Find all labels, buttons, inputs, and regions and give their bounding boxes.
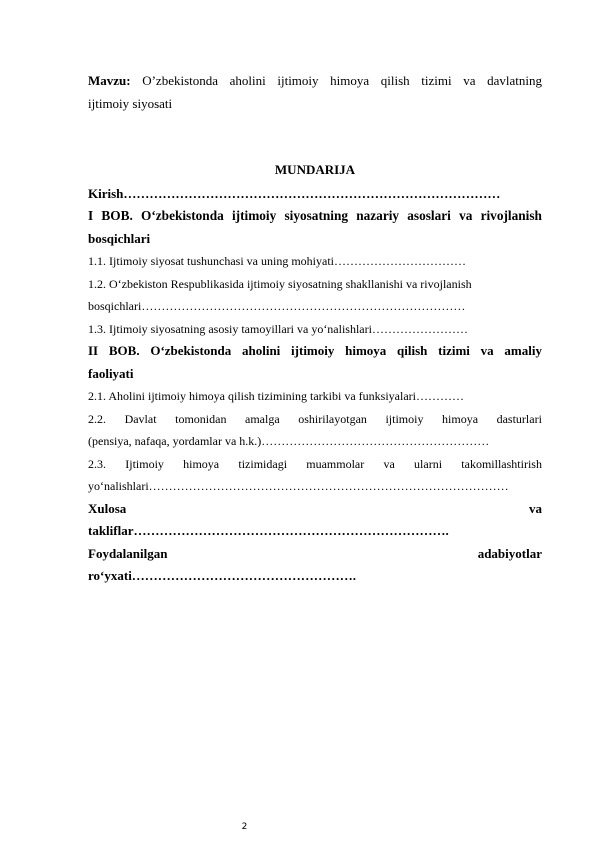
toc-word: muammolar [306, 456, 365, 471]
toc-word: himoya [442, 411, 479, 426]
toc-word: qilish [397, 343, 428, 358]
toc-word: ijtimoiy [291, 343, 335, 358]
topic-word: tizimi [421, 73, 452, 88]
toc-word: Ijtimoiy [125, 456, 164, 471]
toc-word: Foydalanilgan [88, 545, 168, 561]
toc-heading: MUNDARIJA [274, 162, 356, 177]
topic-word: va [463, 73, 476, 88]
toc-word: adabiyotlar [477, 545, 542, 561]
toc-section-1-2: 1.2. O‘zbekiston Respublikasida ijtimoiy siyosatning shakllanishi va rivojlanish [88, 276, 472, 291]
topic-word: aholini [229, 73, 266, 88]
toc-word: va [459, 208, 473, 223]
topic-word: himoya [330, 73, 370, 88]
toc-section-2-3 [88, 453, 542, 476]
toc-word: II [88, 343, 99, 358]
toc-word: asoslari [407, 208, 451, 223]
toc-word: aholini [242, 343, 281, 358]
toc-word: Davlat [124, 411, 157, 426]
toc-word: O‘zbekistonda [141, 208, 224, 223]
toc-section-2-2 [88, 408, 542, 431]
toc-section-2-2-cont: (pensiya, nafaqa, yordamlar va h.k.)………………………………………………… [88, 434, 490, 448]
toc-chapter-2 [88, 340, 542, 363]
toc-word: va [383, 456, 395, 471]
toc-conclusion [88, 498, 542, 521]
toc-conclusion-cont: takliflar………………………………………………………………. [88, 523, 449, 538]
toc-section-2-1: 2.1. Aholini ijtimoiy himoya qilish tizimining tarkibi va funksiyalari………… [88, 389, 464, 403]
toc-word: tizimidagi [238, 456, 288, 471]
document-page [88, 70, 542, 588]
toc-intro: Kirish…………………………………………………………………………… [88, 185, 501, 201]
topic-label: Mavzu: [88, 73, 131, 88]
toc-word: rivojlanish [480, 208, 542, 223]
topic-word: ijtimoiy [277, 73, 319, 88]
topic-line-1 [88, 70, 542, 93]
toc-word: siyosatning [284, 208, 349, 223]
toc-word: O‘zbekistonda [150, 343, 232, 358]
toc-word: takomillashtirish [461, 456, 542, 471]
toc-word: ijtimoiy [231, 208, 277, 223]
toc-word: Xulosa [88, 500, 127, 516]
toc-word: BOB. [108, 343, 140, 358]
toc-word: tizimi [438, 343, 470, 358]
page-number: 2 [241, 822, 248, 832]
toc-word: himoya [345, 343, 387, 358]
toc-references [88, 543, 542, 566]
toc-word: tomonidan [175, 411, 227, 426]
toc-word: amaliy [504, 343, 542, 358]
toc-word: BOB. [101, 208, 133, 223]
toc-word: I [88, 208, 94, 223]
toc-word: himoya [183, 456, 220, 471]
toc-word: ularni [414, 456, 443, 471]
toc-section-2-3-cont: yo‘nalishlari……………………………………………………………………………… [88, 479, 509, 493]
toc-word: ijtimoiy [385, 411, 424, 426]
topic-word: O’zbekistonda [142, 73, 219, 88]
toc-section-1-3: 1.3. Ijtimoiy siyosatning asosiy tamoyillari va yo‘nalishlari…………………… [88, 321, 468, 336]
toc-word: va [529, 500, 542, 516]
toc-word: va [480, 343, 494, 358]
toc-chapter-1 [88, 205, 542, 228]
toc-word: oshirilayotgan [298, 411, 367, 426]
topic-line-2: ijtimoiy siyosati [88, 95, 173, 111]
toc-chapter-2-cont: faoliyati [88, 365, 134, 381]
toc-section-1-2-cont: bosqichlari……………………………………………………………………… [88, 299, 466, 313]
toc-word: amalga [245, 411, 280, 426]
topic-word: qilish [380, 73, 410, 88]
toc-section-1-1: 1.1. Ijtimoiy siyosat tushunchasi va uning mohiyati…………………………… [88, 254, 466, 268]
toc-word: nazariy [356, 208, 400, 223]
page-number-footer [0, 822, 595, 832]
toc-word: dasturlari [496, 411, 542, 426]
toc-references-cont: ro‘yxati……………………………………………. [88, 568, 357, 583]
topic-word: davlatning [487, 73, 542, 88]
toc-word: 2.3. [88, 456, 106, 471]
toc-word: 2.2. [88, 411, 106, 426]
toc-chapter-1-cont: bosqichlari [88, 230, 151, 246]
